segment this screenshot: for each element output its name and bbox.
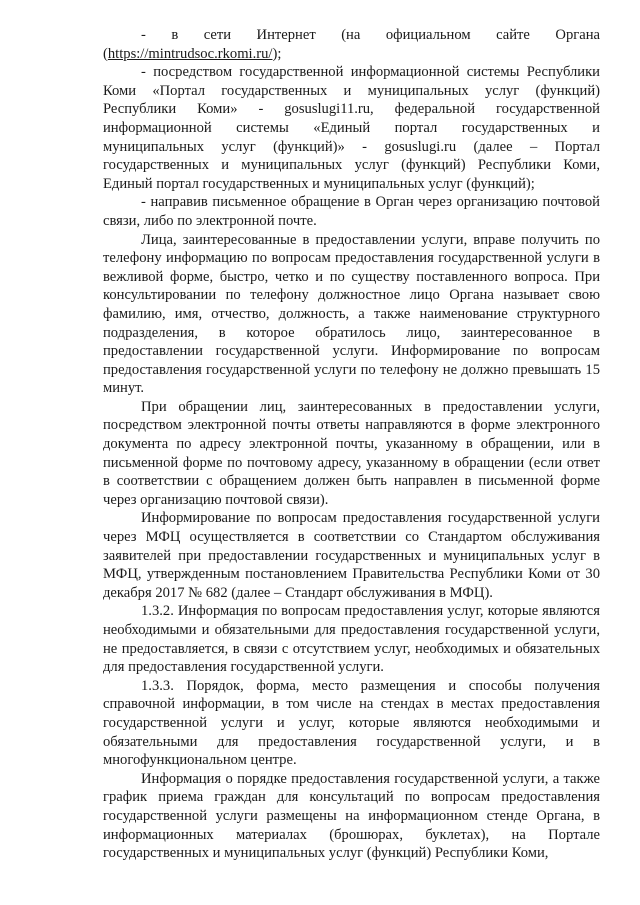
paragraph-internet-text: - в сети Интернет (на официальном сайте Органа ( [103, 27, 600, 62]
official-site-link[interactable]: https://mintrudsoc.rkomi.ru/ [107, 45, 273, 62]
paragraph-phone-info: Лица, заинтересованные в предоставлении услуги, вправе получить по телефону информацию по вопросам предоставления государственной услуги в вежливой форме, быстро, четко и по существу поставленного вопроса. При консультировании по телефону должностное лицо Органа называет свою фамилию, имя, отчество, должность, а также наименование структурного подразделения, в которое обратилось лицо, заинтересованное в предоставлении государственной услуги. Информирование по вопросам предоставления государственной услуги по телефону не должно превышать 15 минут. [103, 231, 600, 397]
paragraph-procedure-info: Информация о порядке предоставления государственной услуги, а также график приема граждан для консультаций по вопросам предоставления государственной услуги размещены на информационном стенде Органа, в информационных материалах (брошюрах, буклетах), на Портале государственных и муниципальных услуг (функций) Республики Коми, [103, 770, 600, 862]
document-body [103, 26, 600, 863]
paragraph-1-3-3: 1.3.3. Порядок, форма, место размещения и способы получения справочной информации, в том числе на стендах в местах предоставления государственной услуги и услуг, которые являются необходимыми и обязательными для предоставления государственной услуги, и в многофункциональном центре. [103, 677, 600, 769]
paragraph-mfc-info: Информирование по вопросам предоставления государственной услуги через МФЦ осуществляется в соответствии со Стандартом обслуживания заявителей при предоставлении государственных и муниципальных услуг в МФЦ, утвержденным постановлением Правительства Республики Коми от 30 декабря 2017 № 682 (далее – Стандарт обслуживания в МФЦ). [103, 510, 600, 601]
paragraph-internet-tail: ); [272, 45, 282, 62]
paragraph-email-info: При обращении лиц, заинтересованных в предоставлении услуги, посредством электронной почты ответы направляются в форме электронного документа по адресу электронной почты, указанному в обращении, или в письменной форме по почтовому адресу, указанному в обращении (если ответ в соответствии с обращением должен быть направлен в письменной форме через организацию почтовой связи). [103, 398, 600, 508]
paragraph-written-request: - направив письменное обращение в Орган через организацию почтовой связи, либо по электронной почте. [103, 194, 600, 229]
paragraph-internet [103, 26, 600, 63]
paragraph-portal: - посредством государственной информационной системы Республики Коми «Портал государственных и муниципальных услуг (функций) Республики Коми» - gosuslugi11.ru, федеральной государственной информационной системы «Единый портал государственных и муниципальных услуг (функций)» - gosuslugi.ru (далее – Портал государственных и муниципальных услуг (функций) Республики Коми, Единый портал государственных и муниципальных услуг (функций); [103, 64, 600, 192]
paragraph-1-3-2: 1.3.2. Информация по вопросам предоставления услуг, которые являются необходимыми и обязательными для предоставления государственной услуги, не предоставляется, в связи с отсутствием услуг, необходимых и обязательных для предоставления государственной услуги. [103, 603, 600, 676]
